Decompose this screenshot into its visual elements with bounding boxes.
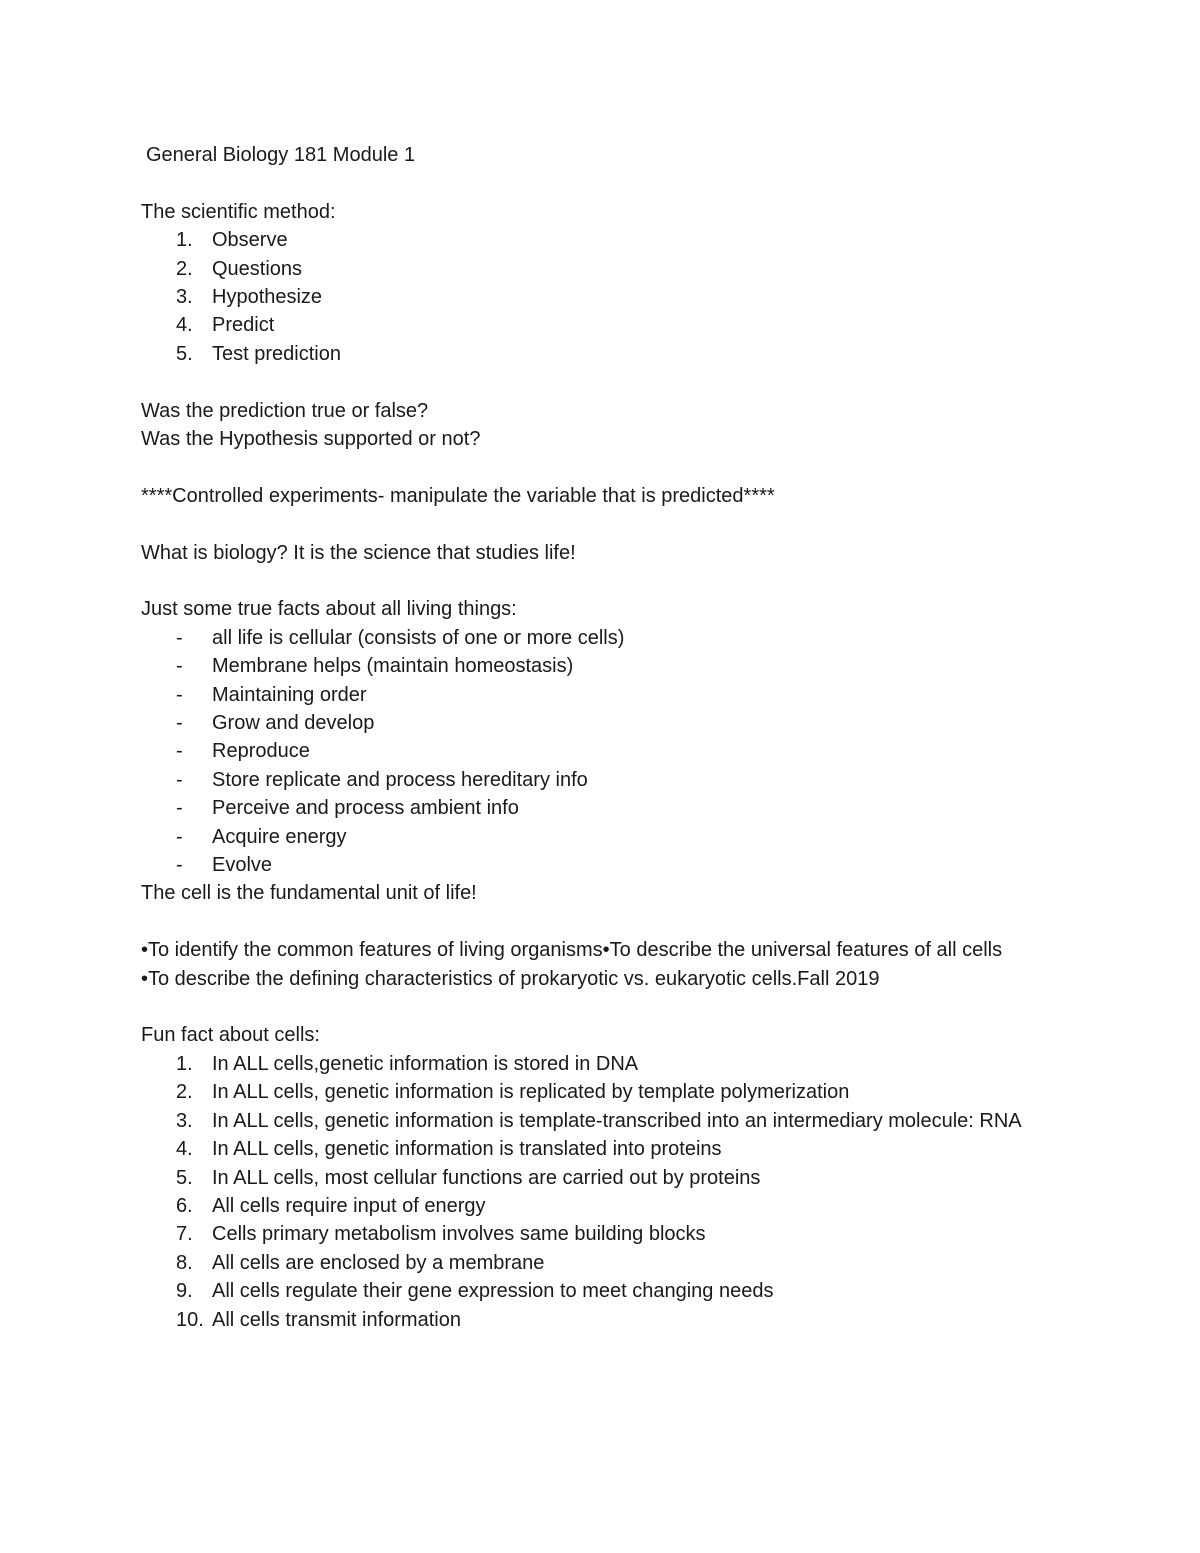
list-item-text: Reproduce (212, 740, 310, 763)
spacer (141, 510, 1041, 538)
list-number: 3. (176, 286, 193, 309)
living-things-list (141, 624, 1041, 880)
cells-facts-list (141, 1050, 1041, 1334)
list-item-text: Maintaining order (212, 683, 367, 706)
list-item-text: Evolve (212, 854, 273, 877)
list-item (141, 794, 1041, 822)
list-item (141, 340, 1041, 368)
list-number: 5. (176, 342, 193, 365)
scientific-method-heading: The scientific method: (141, 200, 336, 223)
list-item (141, 1306, 1041, 1334)
list-number: 2. (176, 257, 193, 280)
dash-bullet: - (176, 768, 183, 791)
list-item-text: Observe (212, 229, 288, 252)
list-number: 5. (176, 1166, 193, 1189)
list-number: 9. (176, 1280, 193, 1303)
list-number: 6. (176, 1194, 193, 1217)
objective-prokaryotic-eukaryotic: •To describe the defining characteristics of prokaryotic vs. eukaryotic cells.Fall 2019 (141, 967, 880, 990)
dash-bullet: - (176, 825, 183, 848)
list-item-text: All cells require input of energy (212, 1194, 486, 1217)
list-number: 1. (176, 229, 193, 252)
list-item-text: all life is cellular (consists of one or more cells) (212, 626, 625, 649)
list-item (141, 1107, 1041, 1135)
biology-definition: What is biology? It is the science that studies life! (141, 541, 576, 564)
list-item (141, 681, 1041, 709)
spacer (141, 908, 1041, 936)
list-item-text: Membrane helps (maintain homeostasis) (212, 655, 574, 678)
list-number: 4. (176, 314, 193, 337)
list-item-text: Grow and develop (212, 712, 375, 735)
dash-bullet: - (176, 655, 183, 678)
list-item-text: Hypothesize (212, 286, 323, 309)
list-item-text: In ALL cells, genetic information is translated into proteins (212, 1138, 722, 1161)
list-item (141, 1249, 1041, 1277)
list-item (141, 1220, 1041, 1248)
list-item (141, 311, 1041, 339)
spacer (141, 567, 1041, 595)
cells-facts-heading: Fun fact about cells: (141, 1024, 320, 1047)
dash-bullet: - (176, 797, 183, 820)
list-number: 10. (176, 1308, 204, 1331)
document-body (141, 141, 1041, 1334)
list-number: 3. (176, 1109, 193, 1132)
scientific-method-list (141, 226, 1041, 368)
list-item-text: All cells regulate their gene expression to meet changing needs (212, 1280, 774, 1303)
page-title: General Biology 181 Module 1 (146, 144, 416, 166)
list-item-text: In ALL cells, most cellular functions are carried out by proteins (212, 1166, 761, 1189)
list-number: 2. (176, 1081, 193, 1104)
list-item (141, 1135, 1041, 1163)
list-item (141, 283, 1041, 311)
dash-bullet: - (176, 712, 183, 735)
list-item (141, 737, 1041, 765)
list-item-text: Store replicate and process hereditary info (212, 768, 588, 791)
hypothesis-question: Was the Hypothesis supported or not? (141, 428, 481, 451)
dash-bullet: - (176, 854, 183, 877)
dash-bullet: - (176, 740, 183, 763)
list-item-text: Perceive and process ambient info (212, 797, 519, 820)
living-things-heading: Just some true facts about all living things: (141, 598, 517, 621)
list-item-text: Acquire energy (212, 825, 347, 848)
list-item-text: All cells are enclosed by a membrane (212, 1251, 545, 1274)
list-item (141, 1192, 1041, 1220)
list-item-text: Predict (212, 314, 275, 337)
list-item (141, 255, 1041, 283)
prediction-question: Was the prediction true or false? (141, 399, 429, 422)
list-number: 7. (176, 1223, 193, 1246)
spacer (141, 169, 1041, 197)
list-item (141, 851, 1041, 879)
controlled-experiments-note: ****Controlled experiments- manipulate the variable that is predicted**** (141, 484, 775, 507)
spacer (141, 993, 1041, 1021)
spacer (141, 368, 1041, 396)
list-number: 4. (176, 1138, 193, 1161)
list-number: 8. (176, 1251, 193, 1274)
list-item (141, 1078, 1041, 1106)
objective-common-features: •To identify the common features of living organisms•To describe the universal features of all cells (141, 939, 1003, 962)
list-item-text: Test prediction (212, 342, 341, 365)
list-item-text: In ALL cells, genetic information is template-transcribed into an intermediary molecule: RNA (212, 1109, 1022, 1132)
spacer (141, 453, 1041, 481)
list-item (141, 1164, 1041, 1192)
dash-bullet: - (176, 683, 183, 706)
list-item (141, 652, 1041, 680)
list-item (141, 709, 1041, 737)
list-item (141, 1277, 1041, 1305)
list-number: 1. (176, 1052, 193, 1075)
list-item (141, 226, 1041, 254)
list-item-text: In ALL cells, genetic information is replicated by template polymerization (212, 1081, 850, 1104)
list-item (141, 624, 1041, 652)
list-item-text: Cells primary metabolism involves same building blocks (212, 1223, 706, 1246)
dash-bullet: - (176, 626, 183, 649)
list-item-text: All cells transmit information (212, 1308, 461, 1331)
list-item-text: Questions (212, 257, 303, 280)
cell-fundamental-statement: The cell is the fundamental unit of life! (141, 882, 477, 905)
list-item (141, 766, 1041, 794)
list-item-text: In ALL cells,genetic information is stored in DNA (212, 1052, 639, 1075)
list-item (141, 1050, 1041, 1078)
list-item (141, 823, 1041, 851)
